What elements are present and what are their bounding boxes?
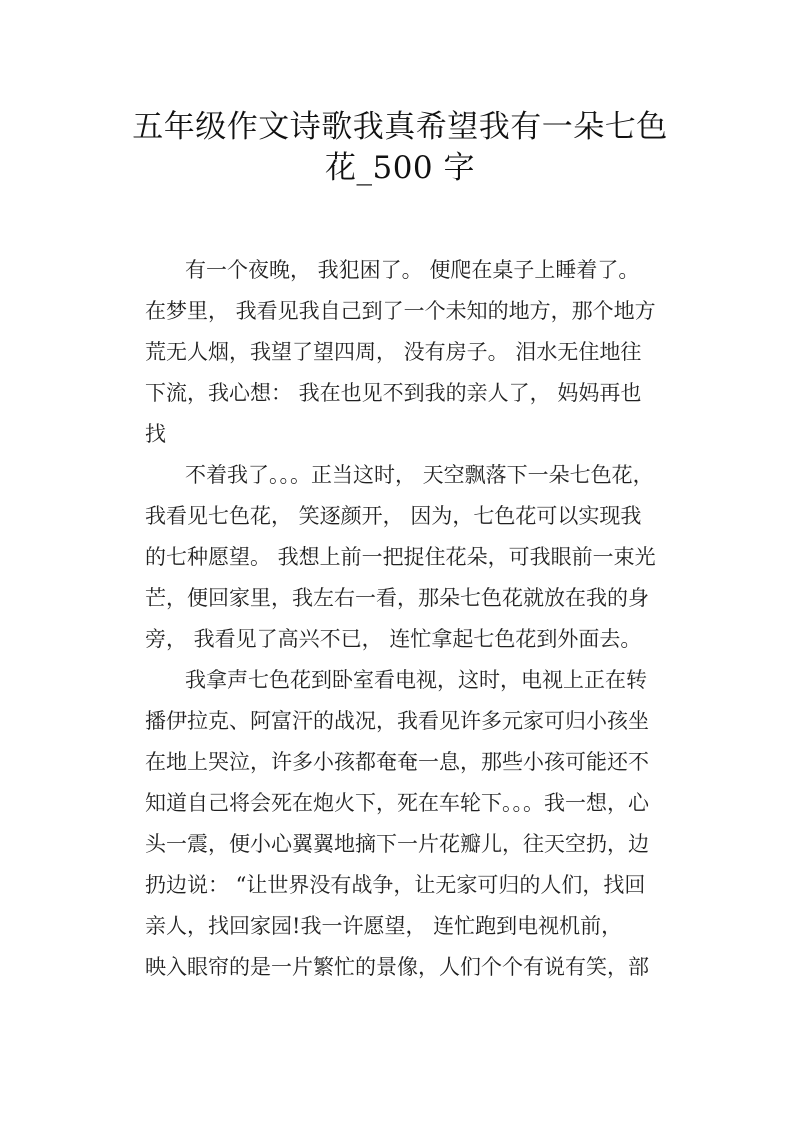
body-line: 知道自己将会死在炮火下，死在车轮下。。。我一想，心 — [145, 791, 649, 815]
body-line: 扔边说： “让世界没有战争，让无家可归的人们，找回 — [145, 873, 646, 897]
body-line: 下流，我心想： 我在也见不到我的亲人了， 妈妈再也 — [145, 381, 642, 405]
body-line: 找 — [145, 422, 166, 446]
body-line: 有一个夜晚， 我犯困了。 便爬在桌子上睡着了。 — [185, 258, 640, 282]
document-body — [145, 250, 675, 988]
title-line-2: 花_500 字 — [324, 150, 476, 186]
body-line: 芒，便回家里，我左右一看，那朵七色花就放在我的身 — [145, 586, 649, 610]
body-line: 的七种愿望。 我想上前一把捉住花朵，可我眼前一束光 — [145, 545, 656, 569]
body-line: 我拿声七色花到卧室看电视，这时，电视上正在转 — [185, 668, 647, 692]
title-line-1: 五年级作文诗歌我真希望我有一朵七色 — [132, 109, 668, 145]
body-line: 在地上哭泣，许多小孩都奄奄一息，那些小孩可能还不 — [145, 750, 649, 774]
body-line: 旁， 我看见了高兴不已， 连忙拿起七色花到外面去。 — [145, 627, 642, 651]
body-line: 头一震，便小心翼翼地摘下一片花瓣儿，往天空扔，边 — [145, 832, 649, 856]
body-line: 不着我了。。。正当这时， 天空飘落下一朵七色花， — [185, 463, 654, 487]
document-title — [130, 107, 670, 189]
body-line: 映入眼帘的是一片繁忙的景像，人们个个有说有笑，部 — [145, 955, 649, 979]
body-line: 在梦里， 我看见我自己到了一个未知的地方，那个地方 — [145, 299, 656, 323]
body-line: 播伊拉克、阿富汗的战况，我看见许多元家可归小孩坐 — [145, 709, 649, 733]
body-line: 我看见七色花， 笑逐颜开， 因为，七色花可以实现我 — [145, 504, 642, 528]
body-line: 亲人，找回家园!我一许愿望， 连忙跑到电视机前， — [145, 914, 623, 938]
body-line: 荒无人烟，我望了望四周， 没有房子。 泪水无住地往 — [145, 340, 642, 364]
